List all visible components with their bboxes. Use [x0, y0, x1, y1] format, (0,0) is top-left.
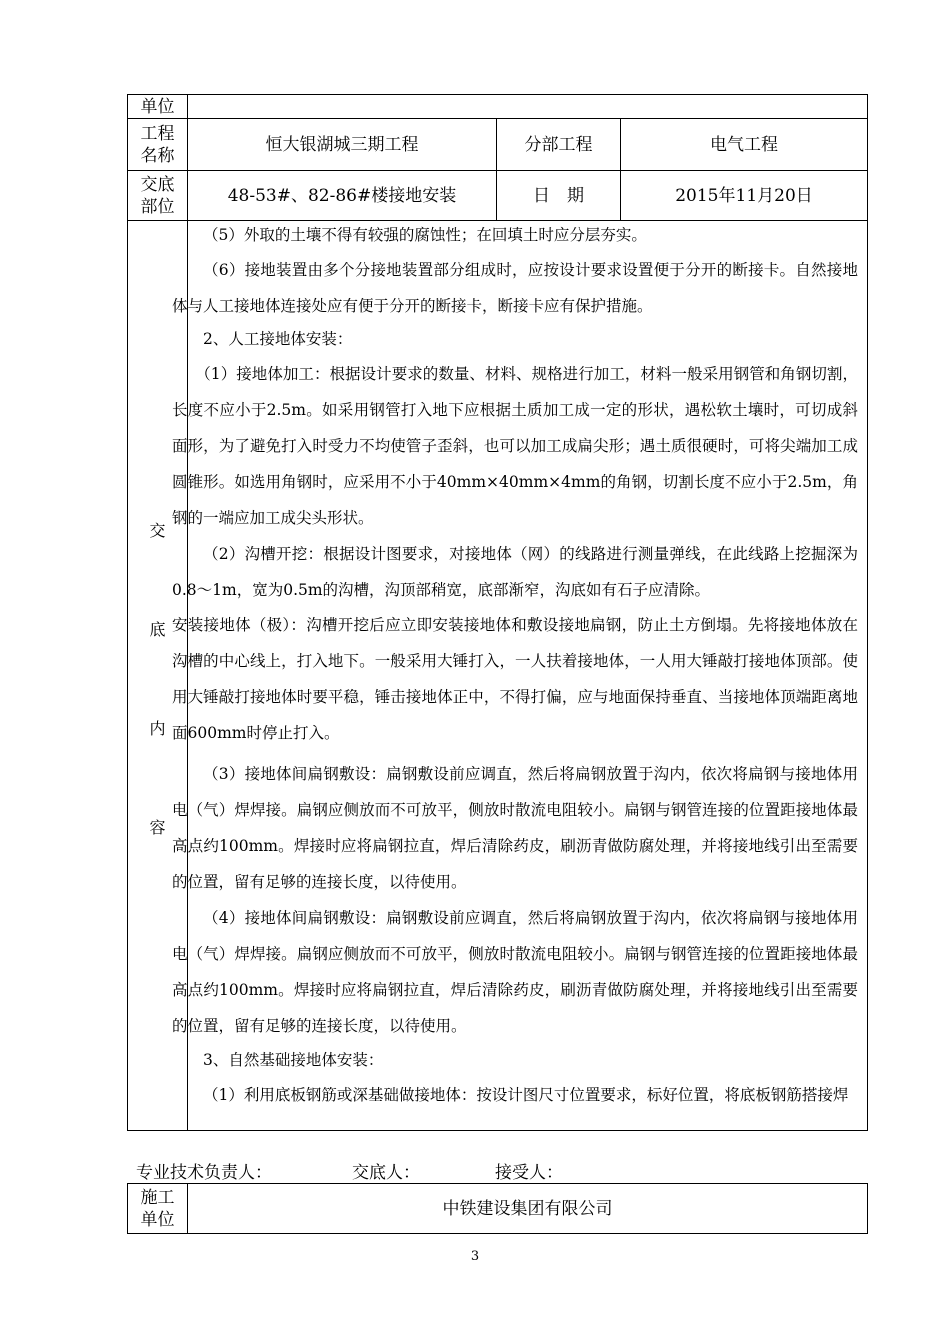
date-value: 2015年11月20日 [675, 185, 813, 206]
table-top-border [127, 94, 868, 95]
side-label-char: 底 [149, 620, 166, 639]
location-label [128, 171, 187, 220]
project-name-value: 恒大银湖城三期工程 [265, 134, 419, 155]
construction-unit-value: 中铁建设集团有限公司 [442, 1198, 613, 1219]
content-paragraph: 3、自然基础接地体安装： [203, 1051, 384, 1069]
sub-project-label: 分部工程 [524, 134, 593, 155]
tech-lead-label: 专业技术负责人： [136, 1163, 272, 1183]
content-paragraph: （5）外取的土壤不得有较强的腐蚀性；在回填土时应分层夯实。 [203, 226, 647, 244]
unit-label: 单位 [140, 96, 175, 117]
location-value: 48-53#、82-86#楼接地安装 [227, 185, 457, 206]
presenter-label: 交底人： [352, 1163, 420, 1183]
page-number: 3 [470, 1249, 480, 1264]
content-paragraph: 安装接地体（极）：沟槽开挖后应立即安装接地体和敷设接地扁钢，防止土方倒塌。先将接地体放在沟槽的中心线上，打入地下。一般采用大锤打入，一人扶着接地体，一人用大锤敲打接地体顶部。使用大锤敲打接地体时要平稳，锤击接地体正中，不得打偏，应与地面保持垂直、当接地体顶端距离地面600mm时停止打入。 [172, 616, 858, 742]
project-name-label-line1: 工程 [140, 123, 175, 144]
construction-unit-label-line1: 施工 [140, 1187, 175, 1208]
construction-unit-label-line2: 单位 [140, 1209, 175, 1230]
content-paragraph: （4）接地体间扁钢敷设：扁钢敷设前应调直，然后将扁钢放置于沟内，依次将扁钢与接地体用电（气）焊焊接。扁钢应侧放而不可放平，侧放时散流电阻较小。扁钢与钢管连接的位置距接地体最高点约100mm。焊接时应将扁钢拉直，焊后清除药皮，刷沥青做防腐处理，并将接地线引出至需要的位置，留有足够的连接长度，以待使用。 [172, 909, 858, 1035]
table-left-border [127, 94, 128, 1130]
receiver-label: 接受人： [495, 1163, 563, 1183]
project-name-label-line2: 名称 [140, 145, 175, 166]
table-bottom-border [127, 1130, 868, 1131]
footer-table-bottom-border [127, 1233, 868, 1234]
project-name-label [128, 119, 187, 170]
content-paragraph: （2）沟槽开挖：根据设计图要求，对接地体（网）的线路进行测量弹线，在此线路上挖掘深为0.8～1m，宽为0.5m的沟槽，沟顶部稍宽，底部渐窄，沟底如有石子应清除。 [172, 545, 858, 599]
sub-project-value: 电气工程 [710, 134, 778, 155]
location-label-line2: 部位 [140, 196, 175, 217]
content-paragraph: 2、人工接地体安装： [203, 330, 353, 348]
location-label-line1: 交底 [140, 174, 175, 195]
construction-unit-label [128, 1184, 187, 1233]
content-paragraph: （1）接地体加工：根据设计要求的数量、材料、规格进行加工，材料一般采用钢管和角钢切割，长度不应小于2.5m。如采用钢管打入地下应根据土质加工成一定的形状，遇松软土壤时，可切成斜面形，为了避免打入时受力不均使管子歪斜，也可以加工成扁尖形；遇土质很硬时，可将尖端加工成圆锥形。如选用角钢时，应采用不小于40mm×40mm×4mm的角钢，切割长度不应小于2.5m，角钢的一端应加工成尖头形状。 [172, 365, 858, 527]
side-label-char: 交 [149, 521, 166, 540]
content-paragraph: （3）接地体间扁钢敷设：扁钢敷设前应调直，然后将扁钢放置于沟内，依次将扁钢与接地体用电（气）焊焊接。扁钢应侧放而不可放平，侧放时散流电阻较小。扁钢与钢管连接的位置距接地体最高点约100mm。焊接时应将扁钢拉直，焊后清除药皮，刷沥青做防腐处理，并将接地线引出至需要的位置，留有足够的连接长度，以待使用。 [172, 765, 858, 891]
side-label-char: 容 [149, 818, 166, 837]
date-label: 日 期 [533, 185, 584, 206]
table-right-border [867, 94, 868, 1130]
side-label-char: 内 [149, 719, 166, 738]
content-paragraph: （6）接地装置由多个分接地装置部分组成时，应按设计要求设置便于分开的断接卡。自然接地体与人工接地体连接处应有便于分开的断接卡，断接卡应有保护措施。 [172, 261, 858, 315]
content-paragraph: （1）利用底板钢筋或深基础做接地体：按设计图尺寸位置要求，标好位置，将底板钢筋搭接焊 [203, 1086, 849, 1104]
footer-table-right-border [867, 1183, 868, 1233]
